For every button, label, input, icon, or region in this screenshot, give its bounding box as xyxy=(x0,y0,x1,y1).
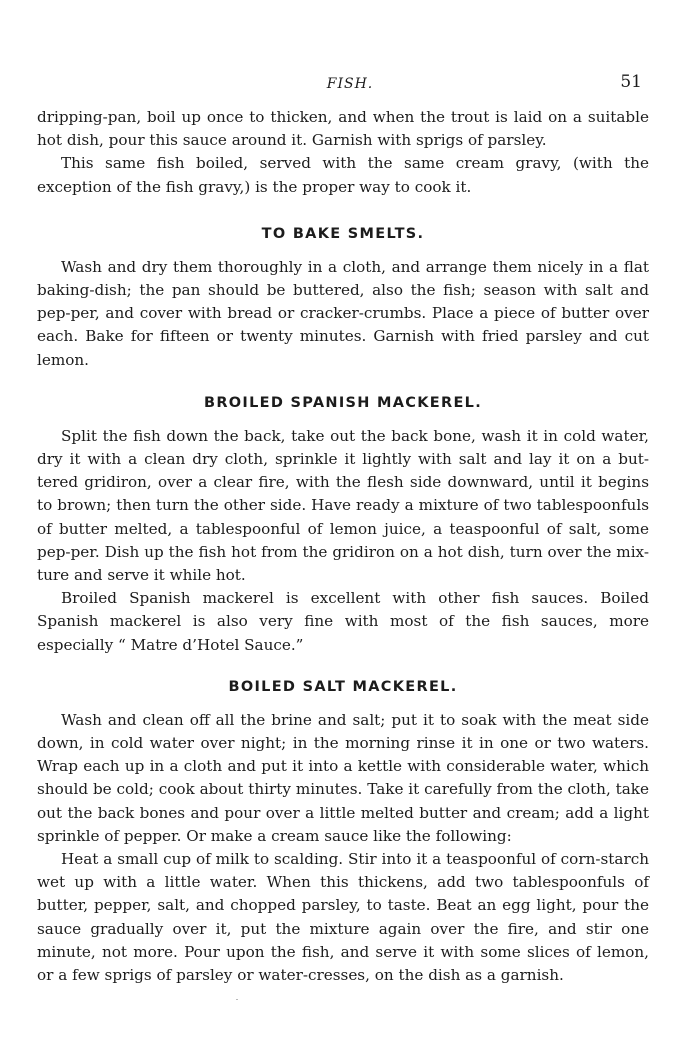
spanish-mackerel-paragraph-2: Broiled Spanish mackerel is excellent with other fish sauces. Boiled Spanish mackerel is also very fine with most of the fish sauces, more especially “ Matre d’Hotel Sauce.” xyxy=(37,589,649,654)
page-body xyxy=(37,106,649,987)
trout-continuation-paragraph: dripping-pan, boil up once to thicken, and when the trout is laid on a suitable hot dish, pour this sauce around it. Garnish with sprigs of parsley. xyxy=(37,108,649,150)
running-header xyxy=(0,72,700,98)
paper-speck xyxy=(236,999,238,1000)
salt-mackerel-paragraph-1: Wash and clean off all the brine and salt; put it to soak with the meat side down, in cold water over night; in the morning rinse it in one or two waters. Wrap each up in a cloth and put it into a kettle with considerable water, which should be cold; cook about thirty minutes. Take it carefully from the cloth, take out the back bones and pour over a little melted butter and cream; add a light sprinkle of pepper. Or make a cream sauce like the following: xyxy=(37,710,649,845)
spanish-mackerel-heading: BROILED SPANISH MACKEREL. xyxy=(203,394,483,411)
salt-mackerel-paragraph-2: Heat a small cup of milk to scalding. Stir into it a teaspoonful of corn-starch wet up with a little water. When this thickens, add two tablespoonfuls of butter, pepper, salt, and chopped parsley, to taste. Beat an egg light, pour the sauce gradually over it, put the mixture again over the fire, and stir one minute, not more. Pour upon the fish, and serve it with some slices of lemon, or a few sprigs of parsley or water-cresses, on the dish as a garnish. xyxy=(37,850,649,985)
trout-note-paragraph: This same fish boiled, served with the same cream gravy, (with the exception of the fish gravy,) is the proper way to cook it. xyxy=(37,154,649,196)
page-number: 51 xyxy=(620,72,642,92)
salt-mackerel-heading: BOILED SALT MACKEREL. xyxy=(228,678,458,695)
running-title: FISH. xyxy=(326,76,374,92)
smelts-paragraph: Wash and dry them thoroughly in a cloth, and arrange them nicely in a flat baking-dish; the pan should be buttered, also the fish; season with salt and pep-per, and cover with bread or cracker-crumbs. Place a piece of butter over each. Bake for fifteen or twenty minutes. Garnish with fried parsley and cut lemon. xyxy=(37,257,649,369)
smelts-heading: TO BAKE SMELTS. xyxy=(261,225,425,242)
spanish-mackerel-paragraph-1: Split the fish down the back, take out the back bone, wash it in cold water, dry it with a clean dry cloth, sprinkle it lightly with salt and lay it on a but-tered gridiron, over a clear fire, with the flesh side downward, until it begins to brown; then turn the other side. Have ready a mixture of two tablespoonfuls of butter melted, a tablespoonful of lemon juice, a teaspoonful of salt, some pep-per. Dish up the fish hot from the gridiron on a hot dish, turn over the mix-ture and serve it while hot. xyxy=(37,426,649,585)
